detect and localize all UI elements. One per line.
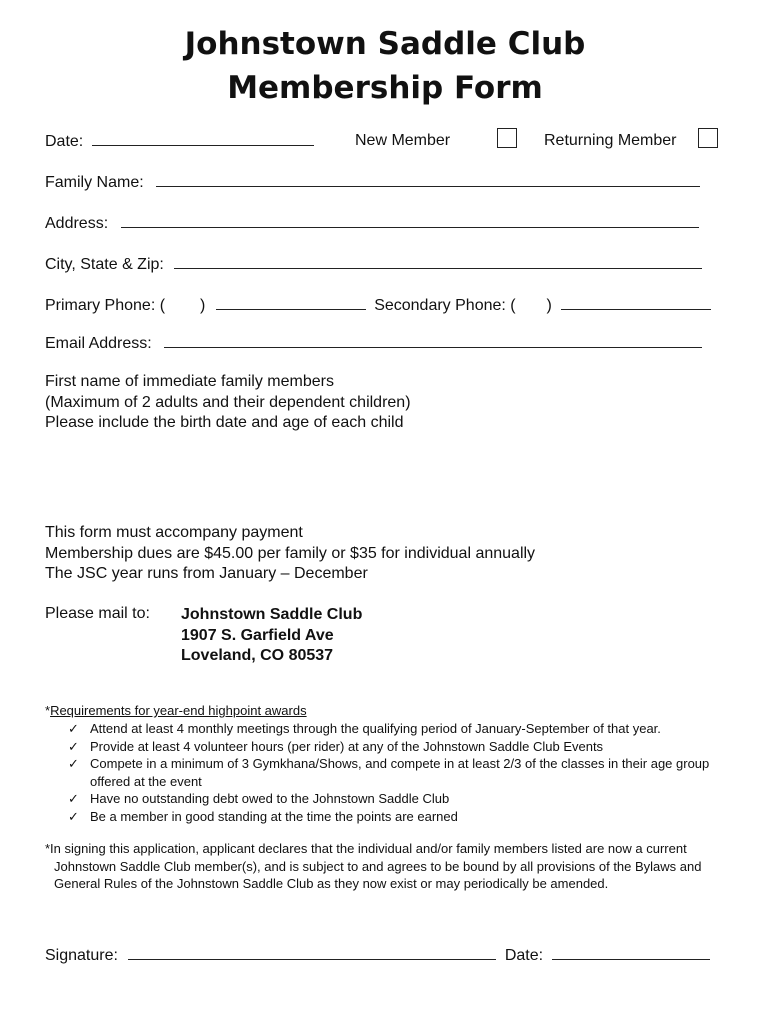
date-row xyxy=(45,132,314,151)
payment-info xyxy=(45,523,535,585)
family-name-field[interactable] xyxy=(156,173,700,187)
declaration-text: *In signing this application, applicant declares that the individual and/or family members listed are now a current Johnstown Saddle Club member(s), and is subject to and agrees to be bound by all provisions of the Bylaws and General Rules of the Johnstown Saddle Club as they now exist or may periodically be amended. xyxy=(45,841,702,892)
requirement-item: ✓ Provide at least 4 volunteer hours (per rider) at any of the Johnstown Saddle Club Events xyxy=(68,738,604,754)
city-state-zip-row xyxy=(45,255,702,274)
primary-phone-label: Primary Phone: ( xyxy=(45,297,166,314)
secondary-phone-close: ) xyxy=(546,297,552,314)
new-member-checkbox[interactable] xyxy=(497,128,517,148)
family-members-entry-area[interactable] xyxy=(45,438,725,518)
signature-field[interactable] xyxy=(128,946,496,960)
primary-phone-close: ) xyxy=(199,297,206,314)
returning-member-checkbox[interactable] xyxy=(698,128,718,148)
checkmark-icon: ✓ xyxy=(68,756,79,772)
email-label: Email Address: xyxy=(45,335,152,352)
family-name-row xyxy=(45,173,700,192)
requirement-item: ✓ Compete in a minimum of 3 Gymkhana/Shows, and compete in at least 2/3 of the classes in their age group offered at the event xyxy=(68,756,710,789)
signature-label: Signature: xyxy=(45,947,118,964)
primary-phone-field[interactable] xyxy=(216,296,366,310)
mailing-address-street: 1907 S. Garfield Ave xyxy=(181,626,334,644)
requirements-title xyxy=(45,703,307,718)
address-label: Address: xyxy=(45,215,109,232)
family-members-line1: First name of immediate family members xyxy=(45,373,334,390)
signature-row xyxy=(45,946,710,965)
date-label: Date: xyxy=(45,133,84,150)
checkmark-icon: ✓ xyxy=(68,791,79,807)
family-members-line3: Please include the birth date and age of each child xyxy=(45,414,404,431)
returning-member-label: Returning Member xyxy=(544,132,677,149)
checkmark-icon: ✓ xyxy=(68,721,79,736)
form-title-line2: Membership Form xyxy=(227,70,543,106)
requirement-item: ✓ Have no outstanding debt owed to the Johnstown Saddle Club xyxy=(68,791,450,807)
signature-date-field[interactable] xyxy=(552,946,710,960)
address-row xyxy=(45,214,699,233)
mail-to-label: Please mail to: xyxy=(45,605,150,622)
signature-date-label: Date: xyxy=(504,947,544,964)
city-state-zip-field[interactable] xyxy=(174,255,702,269)
date-field[interactable] xyxy=(92,132,314,146)
secondary-phone-label: Secondary Phone: ( xyxy=(374,297,516,314)
requirements-list xyxy=(68,720,738,826)
requirement-item: ✓ Be a member in good standing at the time the points are earned xyxy=(68,808,458,824)
email-field[interactable] xyxy=(164,334,702,348)
payment-line3: The JSC year runs from January – December xyxy=(45,565,368,582)
new-member-label: New Member xyxy=(355,132,451,149)
family-members-instructions xyxy=(45,372,411,434)
payment-line1: This form must accompany payment xyxy=(45,524,303,541)
requirements-asterisk: * xyxy=(45,703,51,718)
phone-row xyxy=(45,296,711,315)
city-state-zip-label: City, State & Zip: xyxy=(45,256,164,273)
requirement-item: ✓ Attend at least 4 monthly meetings through the qualifying period of January-September of that year. xyxy=(68,721,661,736)
mailing-address-name: Johnstown Saddle Club xyxy=(181,606,363,623)
family-members-line2: (Maximum of 2 adults and their dependent children) xyxy=(45,393,411,411)
family-name-label: Family Name: xyxy=(45,174,144,191)
mailing-address xyxy=(181,605,362,667)
requirements-heading: Requirements for year-end highpoint awards xyxy=(50,703,307,718)
address-field[interactable] xyxy=(121,214,699,228)
checkmark-icon: ✓ xyxy=(68,808,79,824)
secondary-phone-field[interactable] xyxy=(561,296,711,310)
email-row xyxy=(45,334,702,353)
checkmark-icon: ✓ xyxy=(68,738,79,754)
mailing-address-city: Loveland, CO 80537 xyxy=(181,647,334,664)
payment-line2: Membership dues are $45.00 per family or $35 for individual annually xyxy=(45,544,536,562)
form-title-line1: Johnstown Saddle Club xyxy=(184,26,586,62)
